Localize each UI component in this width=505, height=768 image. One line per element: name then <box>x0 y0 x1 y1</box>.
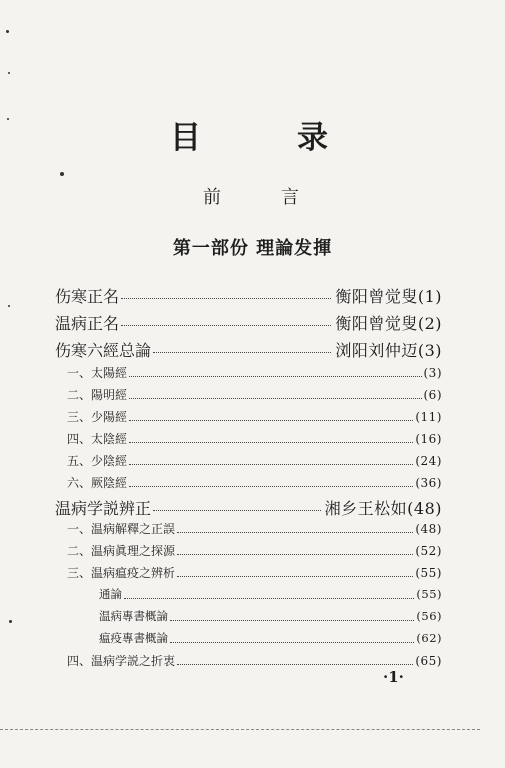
toc-entry-author: 衡阳曾觉叟 <box>335 287 418 306</box>
toc-entry-page: (52) <box>415 544 442 558</box>
toc-entry-page: (11) <box>415 410 442 424</box>
scan-bottom-edge <box>0 729 480 730</box>
toc-entry-page: (3) <box>423 366 442 380</box>
toc-entry-page: (24) <box>415 454 442 468</box>
toc-entry-page: (1) <box>417 287 442 306</box>
dot-leader <box>177 664 413 665</box>
toc-entry-title: 三、少陽經 <box>67 410 128 424</box>
toc-entry-page: (48) <box>407 499 442 518</box>
toc-entry-page: (2) <box>417 314 442 333</box>
toc-subentry <box>67 452 442 470</box>
toc-entry-title: 温病正名 <box>55 314 120 333</box>
toc-subentry <box>67 542 442 560</box>
toc-subentry <box>67 430 442 448</box>
toc-subentry <box>67 564 442 582</box>
preface-char-2: 言 <box>281 187 299 208</box>
toc-heading-char-1: 目 <box>170 120 202 156</box>
toc-entry <box>55 284 442 306</box>
toc-entry-author: 浏阳刘仲迈 <box>335 341 418 360</box>
dot-leader <box>121 298 331 299</box>
part-one-title: 第一部份 理論发揮 <box>172 238 333 259</box>
toc-subentry <box>67 474 442 492</box>
toc-entry-title: 温病專書概論 <box>99 609 168 623</box>
toc-entry-title: 一、温病解釋之正誤 <box>67 522 176 536</box>
toc-entry-title: 温病学説辨正 <box>55 499 152 518</box>
toc-entry <box>55 338 442 360</box>
toc-subentry <box>67 520 442 538</box>
toc-entry-page: (48) <box>415 522 442 536</box>
dot-leader <box>177 532 413 533</box>
dot-leader <box>129 420 413 421</box>
page-number: ·1· <box>383 668 404 686</box>
dot-leader <box>129 486 413 487</box>
toc-subsubentry <box>99 630 442 648</box>
toc-subentry <box>67 386 442 404</box>
toc-subsubentry <box>99 586 442 604</box>
toc-entry-page: (55) <box>416 587 442 601</box>
toc-entry-title: 伤寒正名 <box>55 287 120 306</box>
toc-entry-title: 六、厥陰經 <box>67 476 128 490</box>
toc-entry-author: 衡阳曾觉叟 <box>335 314 418 333</box>
toc-heading-char-2: 录 <box>297 120 329 156</box>
dot-leader <box>121 325 331 326</box>
toc-entry-page: (36) <box>415 476 442 490</box>
toc-entry-title: 瘟疫專書概論 <box>99 631 168 645</box>
dot-leader <box>129 464 413 465</box>
toc-subentry <box>67 364 442 382</box>
toc-entry-title: 伤寒六經总論 <box>55 341 152 360</box>
toc-subentry <box>67 408 442 426</box>
toc-entry-title: 一、太陽經 <box>67 366 128 380</box>
dot-leader <box>129 376 421 377</box>
dot-leader <box>170 620 414 621</box>
toc-entry-title: 二、温病眞理之探源 <box>67 544 176 558</box>
toc-entry-page: (3) <box>417 341 442 360</box>
dot-leader <box>153 510 321 511</box>
dot-leader <box>177 576 413 577</box>
toc-entry-page: (65) <box>415 654 442 668</box>
toc-entry-page: (16) <box>415 432 442 446</box>
toc-entry-title: 五、少陰經 <box>67 454 128 468</box>
toc-entry-title: 二、陽明經 <box>67 388 128 402</box>
toc-subsubentry <box>99 608 442 626</box>
dot-leader <box>124 598 414 599</box>
toc-entry <box>55 496 442 518</box>
toc-entry-title: 四、温病学説之折衷 <box>67 654 176 668</box>
dot-leader <box>129 398 421 399</box>
dot-leader <box>170 642 414 643</box>
dot-leader <box>129 442 413 443</box>
preface-char-1: 前 <box>203 187 221 208</box>
dot-leader <box>153 352 331 353</box>
toc-entry-page: (56) <box>416 609 442 623</box>
toc-entry-title: 四、太陰經 <box>67 432 128 446</box>
toc-entry-page: (55) <box>415 566 442 580</box>
dot-leader <box>177 554 413 555</box>
toc-entry-title: 三、温病瘟疫之辨析 <box>67 566 176 580</box>
toc-entry-title: 通論 <box>99 587 122 601</box>
toc-entry-author: 湘乡王松如 <box>324 499 408 518</box>
toc-entry <box>55 311 442 333</box>
toc-entry-page: (62) <box>416 631 442 645</box>
toc-entry-page: (6) <box>423 388 442 402</box>
